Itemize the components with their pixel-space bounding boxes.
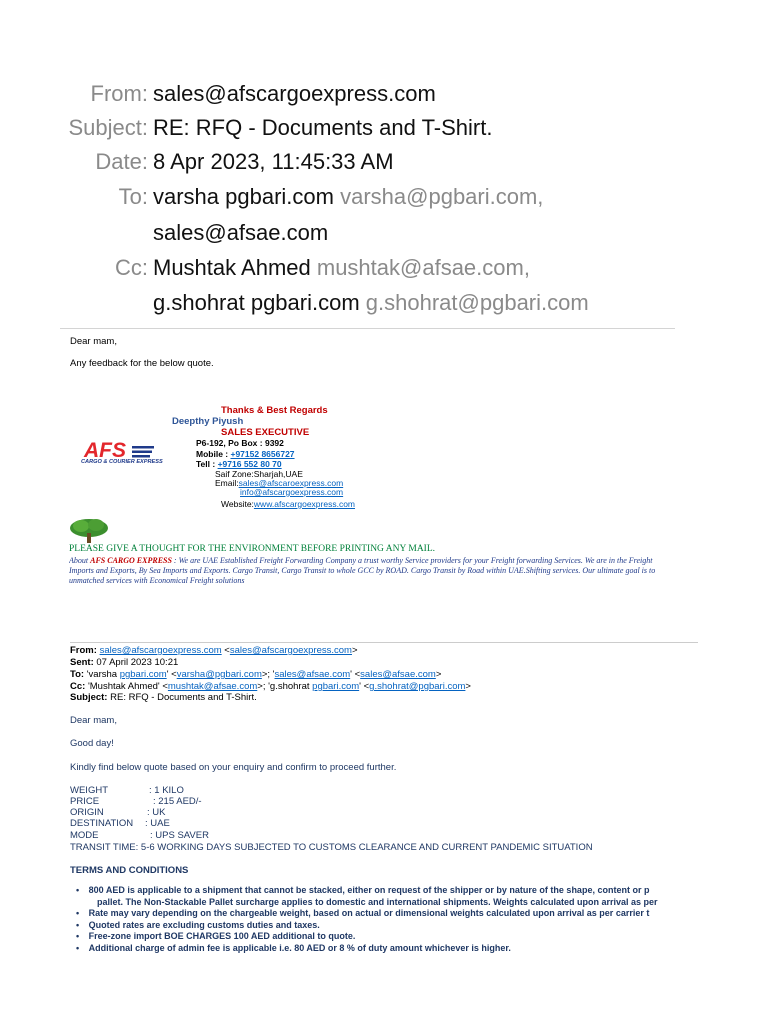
from-label: From: [90,81,148,106]
cc-label: Cc: [115,255,148,280]
terms-item-continued [97,897,657,909]
env-about-line-3: unmatched services with Economical Freight solutions [69,576,245,585]
quoted-from-label: From: [70,645,100,656]
quote-row-key: MODE [70,830,99,841]
subject-label: Subject: [68,115,148,140]
afs-logo-icon [80,438,172,460]
bullet-icon: • [76,942,80,953]
to-email-2[interactable]: sales@afsae.com [153,220,329,245]
sig-mobile-link[interactable]: +97152 8656727 [230,449,295,459]
quoted-cc-text-c: ' < [359,681,370,692]
sig-website-link[interactable]: www.afscargoexpress.com [253,499,356,509]
header-cc-row-2 [0,289,768,323]
quote-row-key: ORIGIN [70,807,104,818]
env-about-text-1: : We are UAE Established Freight Forwarding Company a trust worthy Service providers for your Freight forwarding Services. We are in the Freight [171,556,653,565]
bullet-icon: • [76,919,80,930]
to-label: To: [118,184,148,209]
bullet-icon: • [76,885,80,895]
quoted-to-text-e: > [435,669,442,680]
sig-name: Deepthy Piyush [172,416,244,427]
quoted-cc-text-b: >; 'g.shohrat [257,681,313,692]
env-about-prefix: About [69,556,91,565]
terms-item [76,931,355,943]
sig-website-label: Website: [221,499,254,509]
quote-row-key: WEIGHT [70,785,108,796]
to-email-1[interactable]: varsha@pgbari.com, [340,184,544,209]
bullet-icon: • [76,931,80,941]
env-notice: PLEASE GIVE A THOUGHT FOR THE ENVIRONMENT BEFORE PRINTING ANY MAIL. [69,544,436,554]
afs-logo [80,438,172,470]
terms-item [76,943,511,955]
quoted-to-row [70,669,441,680]
tree-icon [68,518,110,544]
from-value[interactable]: sales@afscargoexpress.com [153,81,436,106]
date-value: 8 Apr 2023, 11:45:33 AM [153,149,394,174]
header-to-row [0,183,768,217]
terms-item-text: 800 AED is applicable to a shipment that cannot be stacked, either on request of the shipper or by nature of the shape, content or p [88,885,650,895]
terms-item-text: Rate may vary depending on the chargeable weight, based on actual or dimensional weights calculated upon arrival as per carrier t [88,908,650,918]
quoted-sent-value: 07 April 2023 10:21 [96,657,179,668]
env-about-company: AFS CARGO EXPRESS [90,556,172,565]
quoted-to-text-a: 'varsha [86,669,120,680]
sig-title: SALES EXECUTIVE [221,427,310,438]
header-divider [60,328,675,329]
quoted-from-sep: < [221,645,230,656]
quoted-cc-link-a[interactable]: mushtak@afsae.com [167,681,258,692]
terms-item-text: pallet. The Non-Stackable Pallet surcharge applies to domestic and international shipments. Weights calculated upon arrival as per [97,896,658,907]
quote-row-value: : UK [147,807,166,818]
terms-item [76,885,649,897]
quoted-from-end: > [351,645,358,656]
sig-website-row [221,499,355,510]
quoted-subject-row [70,692,257,703]
header-to-row-2 [0,219,768,253]
header-cc-row [0,254,768,288]
terms-item [76,908,649,920]
quoted-cc-row [70,681,471,692]
sig-zone: Saif Zone:Sharjah,UAE [215,469,303,479]
quoted-to-text-d: ' < [350,669,361,680]
quote-transit: TRANSIT TIME: 5-6 WORKING DAYS SUBJECTED TO CUSTOMS CLEARANCE AND CURRENT PANDEMIC SITUATION [70,842,593,853]
to-name-1[interactable]: varsha pgbari.com [153,184,334,209]
env-about-line-2: Imports and Exports, By Sea Imports and Exports. Cargo Transit, Cargo Transit to whole GCC by ROAD. Cargo Transit by Road within UAE.Shifting services. Our ultimate goal is to [69,566,656,575]
cc-recipients [153,254,530,282]
terms-item-text: Additional charge of admin fee is applicable i.e. 80 AED or 8 % of duty amount whichever is higher. [88,942,511,953]
terms-item-text: Quoted rates are excluding customs duties and taxes. [88,919,320,930]
bullet-icon: • [76,908,80,918]
quoted-subject-value: RE: RFQ - Documents and T-Shirt. [110,692,257,703]
header-date-row [0,148,768,182]
sig-email-label: Email: [215,478,239,488]
reply-greeting: Dear mam, [70,336,117,347]
header-subject-row [0,114,768,148]
quoted-cc-link-b[interactable]: pgbari.com [312,681,360,692]
quoted-to-text-c: >; ' [261,669,275,680]
sig-pobox: P6-192, Po Box : 9392 [196,438,284,448]
afs-logo-subtext: CARGO & COURIER EXPRESS [81,459,163,465]
to-recipients [153,183,543,211]
quoted-from-link-2[interactable]: sales@afscargoexpress.com [229,645,352,656]
quote-row-key: PRICE [70,796,100,807]
quoted-sent-row [70,657,178,668]
quote-intro: Kindly find below quote based on your enquiry and confirm to proceed further. [70,762,397,773]
sig-tel-label: Tell : [196,459,218,469]
quoted-cc-text-a: 'Mushtak Ahmed' < [87,681,168,692]
cc-name-1[interactable]: Mushtak Ahmed [153,255,311,280]
quoted-subject-label: Subject: [70,692,111,703]
terms-title: TERMS AND CONDITIONS [70,865,189,876]
quote-greeting: Dear mam, [70,715,117,726]
svg-text:AFS: AFS [84,439,126,460]
quoted-to-label: To: [70,669,87,680]
terms-item [76,920,320,932]
quoted-to-text-b: ' < [166,669,177,680]
quoted-cc-text-d: > [465,681,471,692]
cc-email-1[interactable]: mushtak@afsae.com, [316,255,530,280]
terms-list [76,885,698,960]
quote-good-day: Good day! [70,738,114,749]
date-label: Date: [95,149,148,174]
quote-row-value: : 215 AED/- [153,796,202,807]
sig-email-link-1[interactable]: sales@afscaroexpress.com [238,478,344,488]
subject-value: RE: RFQ - Documents and T-Shirt. [153,115,493,140]
header-from-row [0,80,768,114]
cc-recipients-2 [153,289,589,317]
quoted-to-link-b[interactable]: varsha@pgbari.com [176,669,262,680]
reply-line: Any feedback for the below quote. [70,358,214,369]
sig-email-link-2[interactable]: info@afscargoexpress.com [240,487,344,497]
quoted-to-link-d[interactable]: sales@afsae.com [360,669,436,680]
sig-tel-link[interactable]: +9716 552 80 70 [217,459,282,469]
sig-mobile-label: Mobile : [196,449,231,459]
quoted-to-link-a[interactable]: pgbari.com [119,669,167,680]
cc-email-2[interactable]: g.shohrat@pgbari.com [365,290,589,315]
quoted-to-link-c[interactable]: sales@afsae.com [274,669,351,680]
quoted-cc-link-c[interactable]: g.shohrat@pgbari.com [369,681,466,692]
quoted-cc-label: Cc: [70,681,88,692]
quote-divider [70,642,698,643]
quote-row-value: : UAE [145,818,170,829]
quote-row-value: : 1 KILO [149,785,184,796]
sig-regards: Thanks & Best Regards [221,405,328,416]
quote-row-value: : UPS SAVER [150,830,209,841]
quoted-from-row [70,645,358,656]
quoted-from-link[interactable]: sales@afscargoexpress.com [99,645,222,656]
quoted-sent-label: Sent: [70,657,97,668]
terms-item-text: Free-zone import BOE CHARGES 100 AED additional to quote. [88,931,356,941]
cc-name-2[interactable]: g.shohrat pgbari.com [153,290,360,315]
quote-row-key: DESTINATION [70,818,134,829]
